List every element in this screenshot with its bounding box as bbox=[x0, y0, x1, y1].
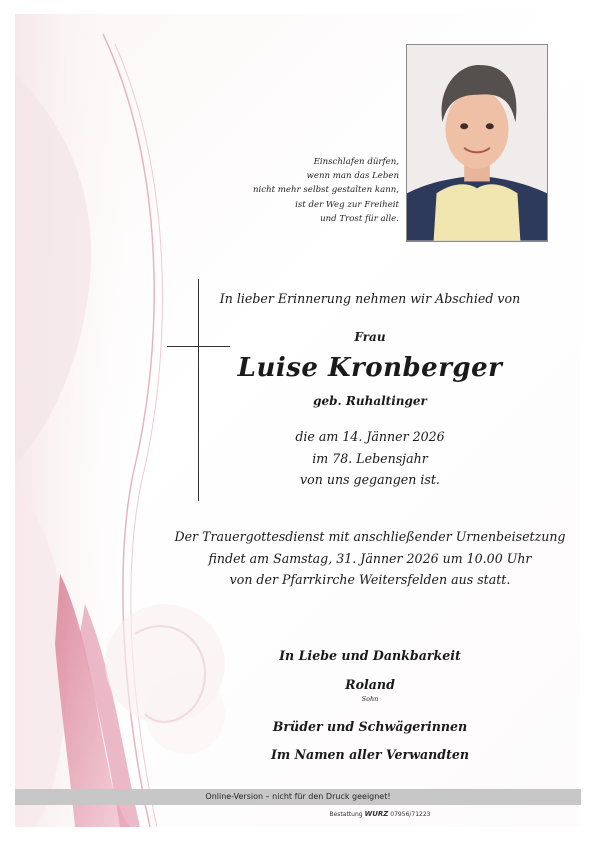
poem-verse bbox=[199, 155, 399, 226]
poem-line: ist der Weg zur Freiheit bbox=[295, 199, 399, 210]
death-line: die am 14. Jänner 2026 bbox=[295, 429, 445, 444]
salutation: Frau bbox=[354, 330, 386, 344]
death-line: im 78. Lebensjahr bbox=[312, 450, 428, 466]
birth-name: geb. Ruhaltinger bbox=[313, 394, 427, 408]
credit-brand: WURZ bbox=[364, 810, 389, 818]
poem-line: und Trost für alle. bbox=[320, 213, 399, 224]
service-details bbox=[120, 526, 595, 591]
funeral-home-credit bbox=[300, 810, 460, 818]
online-version-notice: Online-Version – nicht für den Druck geeignet! bbox=[15, 789, 581, 805]
poem-line: wenn man das Leben bbox=[306, 171, 399, 182]
credit-prefix: Bestattung bbox=[329, 811, 363, 818]
service-line: findet am Samstag, 31. Jänner 2026 um 10.00 Uhr bbox=[208, 550, 532, 566]
intro-text: In lieber Erinnerung nehmen wir Abschied von bbox=[219, 291, 521, 306]
service-line: Der Trauergottesdienst mit anschließender Urnenbeisetzung bbox=[174, 529, 566, 544]
death-line: von uns gegangen ist. bbox=[300, 472, 440, 487]
mourner-relatives: Im Namen aller Verwandten bbox=[270, 747, 470, 762]
poem-line: Einschlafen dürfen, bbox=[313, 157, 399, 167]
cross-horizontal-bar bbox=[167, 346, 230, 347]
mourner-siblings: Brüder und Schwägerinnen bbox=[272, 719, 468, 734]
deceased-portrait bbox=[406, 44, 548, 242]
credit-phone: 07956/71223 bbox=[390, 811, 431, 818]
closing-phrase: In Liebe und Dankbarkeit bbox=[279, 648, 461, 663]
deceased-name: Luise Kronberger bbox=[237, 353, 503, 383]
poem-line: nicht mehr selbst gestalten kann, bbox=[252, 185, 399, 196]
mourner-role: Sohn bbox=[361, 695, 379, 703]
death-details bbox=[150, 426, 590, 491]
service-line: von der Pfarrkirche Weitersfelden aus statt. bbox=[229, 572, 511, 587]
mourner-name: Roland bbox=[345, 677, 395, 692]
